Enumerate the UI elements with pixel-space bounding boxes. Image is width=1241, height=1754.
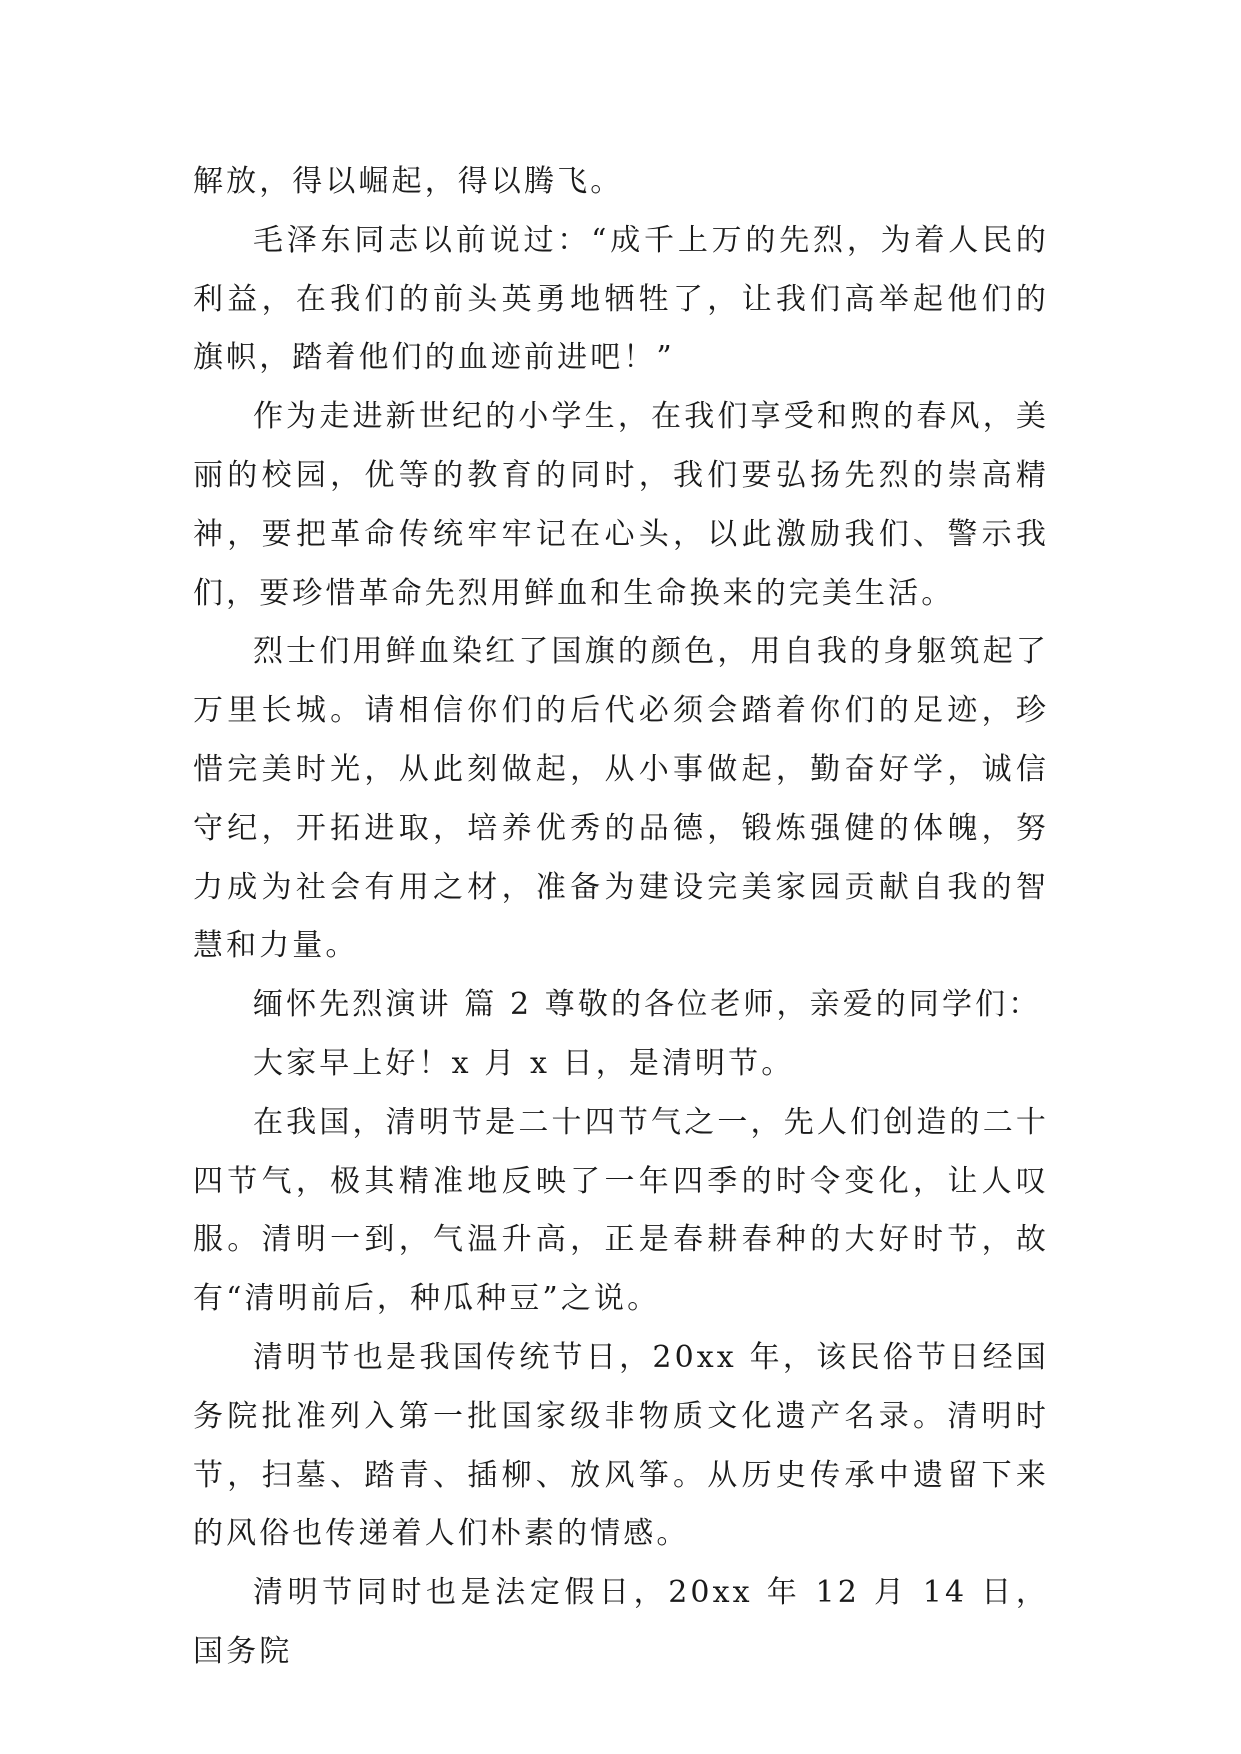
document-body: [193, 153, 1049, 1682]
paragraph-greeting: 大家早上好！x 月 x 日，是清明节。: [253, 1045, 795, 1081]
paragraph-4: 烈士们用鲜血染红了国旗的颜色，用自我的身躯筑起了万里长城。请相信你们的后代必须会踏着你们的足迹，珍惜完美时光，从此刻做起，从小事做起，勤奋好学，诚信守纪，开拓进取，培养优秀的品德，锻炼强健的体魄，努力成为社会有用之材，准备为建设完美家园贡献自我的智慧和力量。: [193, 634, 1049, 964]
paragraph-8: 清明节也是我国传统节日，20xx 年，该民俗节日经国务院批准列入第一批国家级非物质文化遗产名录。清明时节，扫墓、踏青、插柳、放风筝。从历史传承中遗留下来的风俗也传递着人们朴素的情感。: [193, 1339, 1049, 1552]
paragraph-3: 作为走进新世纪的小学生，在我们享受和煦的春风，美丽的校园，优等的教育的同时，我们要弘扬先烈的崇高精神，要把革命传统牢牢记在心头，以此激励我们、警示我们，要珍惜革命先烈用鲜血和生命换来的完美生活。: [193, 399, 1049, 611]
paragraph-1: 解放，得以崛起，得以腾飞。: [193, 164, 624, 199]
paragraph-7: 在我国，清明节是二十四节气之一，先人们创造的二十四节气，极其精准地反映了一年四季的时令变化，让人叹服。清明一到，气温升高，正是春耕春种的大好时节，故有“清明前后，种瓜种豆”之说。: [193, 1104, 1049, 1317]
section-heading-speech-2: 缅怀先烈演讲 篇 2 尊敬的各位老师，亲爱的同学们：: [253, 987, 1042, 1023]
paragraph-9: 清明节同时也是法定假日，20xx 年 12 月 14 日，国务院: [193, 1575, 1049, 1669]
paragraph-2: 毛泽东同志以前说过：“成千上万的先烈，为着人民的利益，在我们的前头英勇地牺牲了，让我们高举起他们的旗帜，踏着他们的血迹前进吧！”: [193, 222, 1049, 376]
